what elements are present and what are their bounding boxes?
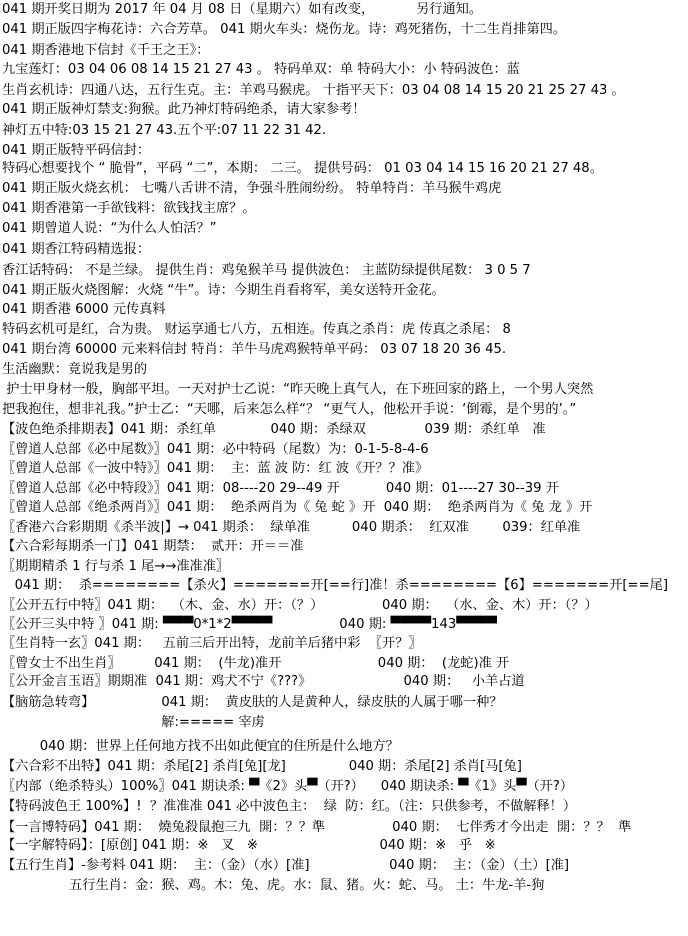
document-line: 041 期香港地下信封《千王之王》： [2, 43, 210, 58]
document-line: 九宝莲灯：03 04 06 08 14 15 21 27 43 。 特码单双：单 特码大小：小 特码波色：蓝 [2, 62, 520, 77]
document-line: 041 期香江特码精选报： [2, 242, 151, 257]
document-line: 护士甲身材一般，胸部平坦。一天对护士乙说：“昨天晚上真气人，在下班回家的路上，一个男人突然 [2, 382, 594, 397]
document-line: 〖期期精杀 1 行与杀 1 尾→→准准准〗 [2, 559, 230, 574]
document-line: 040 期：世界上任何地方找不出如此便宜的住所是什么地方？ [2, 739, 399, 754]
document-line: 【六合彩不出特】041 期：杀尾[2] 杀肖[兔][龙] 040 期：杀尾[2] 杀肖[马[兔] [2, 759, 522, 774]
document-line: 把我抱住，想非礼我。”护士乙：“天哪，后来怎么样“？ “更气人，他松开手说：‘倒霉，是个男的’。” [2, 402, 577, 417]
document-line: 〖香港六合彩期期《杀半波|】→ 041 期杀： 绿单准 040 期杀： 红双准 039：红单准 [2, 520, 581, 535]
document-line: 神灯五中特:03 15 21 27 43.五个平:07 11 22 31 42. [2, 123, 327, 138]
document-line: 041 期台湾 60000 元来料信封 特肖：羊牛马虎鸡猴特单平码： 03 07 18 20 36 45. [2, 342, 507, 357]
document-line: 【五行生肖】-参考料 041 期： 主：（金）（水）[准] 040 期： 主：（金）（土）[准] [2, 858, 570, 873]
document-line: 〖曾道人总部《绝杀两肖》〗041 期： 绝杀两肖为《 兔 蛇 》开 040 期： 绝杀两肖为《 兔 龙 》开 [2, 500, 593, 515]
document-line: 041 期正版四字梅花诗：六合芳草。 041 期火车头：烧伤龙。诗：鸡死猪伤，十二生肖排第四。 [2, 22, 567, 37]
document-line: 解:===== 宰虏 [2, 715, 265, 730]
document-line: 〖公开三头中特 〗041 期: ▀▀▀0*1*2▀▀▀▀ 040 期: ▀▀▀▀143▀▀▀▀ [2, 617, 497, 632]
document-line: 041 期正版特平码信封： [2, 143, 151, 158]
document-line: 【一字解特码】：[原创] 041 期：※ 叉 ※ 040 期：※ 乎 ※ [2, 838, 496, 853]
document-line: 特码心想要找个 “ 脆骨”，平码 “二”，本期： 二三。 提供号码： 01 03 04 14 15 16 20 21 27 48。 [2, 161, 603, 176]
document-line: 生肖玄机诗：四通八达，五行生克。主：羊鸡马猴虎。 十指平天下：03 04 08 14 15 20 21 25 27 43 。 [2, 83, 625, 98]
document-line: 041 期香港 6000 元传真料 [2, 302, 166, 317]
document-line: 〖公开金言玉语〗期期准 041 期：鸡犬不宁《???》 040 期： 小羊占道 [2, 674, 525, 689]
document-line: 〖生肖特一玄〗041 期： 五前三后开出特，龙前羊后猪中彩 〖开？〗 [2, 636, 422, 651]
document-line: 〖公开五行中特〗041 期： （木、金、水）开：（？） 040 期： （水、金、木）开：（？） [2, 598, 598, 613]
document-line: 特码玄机可是红，合为贵。 财运享通七八方，五相连。传真之杀肖：虎 传真之杀尾： 8 [2, 322, 511, 337]
document-line: 【六合彩每期杀一门】041 期禁： 贰开：开＝＝准 [2, 539, 304, 554]
document-line: 041 期正版火烧玄机： 七嘴八舌讲不清，争强斗胜闹纷纷。 特单特肖：羊马猴牛鸡虎 [2, 181, 502, 196]
document-line: 生活幽默：竟说我是男的 [2, 362, 148, 377]
document-line: 041 期开奖日期为 2017 年 04 月 08 日（星期六）如有改变， 另行通知。 [2, 2, 483, 17]
document-line: 五行生肖：金：猴、鸡。木：兔、虎。水：鼠、猪。火：蛇、马。 土：牛龙-羊-狗 [2, 878, 545, 893]
document-line: 【脑筋急转弯】 041 期： 黄皮肤的人是黄种人，绿皮肤的人属于哪一种？ [2, 695, 503, 710]
document-line: 〖曾道人总部《必中尾数》〗041 期：必中特码（尾数）为：0-1-5-8-4-6 [2, 442, 429, 457]
document-line: 【一言博特码】041 期： 燒兔殺鼠抱三九 開：？？準 040 期： 七伴秀才今出走 開：？？ 準 [2, 820, 632, 835]
document-line: 〖内部（绝杀特头）100%〗041 期诀杀: ▀《2》头▀（开?） 040 期诀杀: ▀《1》头▀（开?） [2, 779, 574, 794]
document-line: 〖曾道人总部《必中特段》〗041 期：08----20 29--49 开 040 期：01----27 30--39 开 [2, 481, 559, 496]
document-line: 〖曾道人总部《一波中特》〗041 期： 主：蓝 波 防：红 波《开？？准》 [2, 461, 429, 476]
document-line: 香江话特码： 不是兰绿。 提供生肖：鸡兔猴羊马 提供波色： 主蓝防绿提供尾数： 3 0 5 7 [2, 263, 531, 278]
document-line: 【波色绝杀排期表】041 期：杀红单 040 期：杀绿双 039 期：杀红单 准 [2, 422, 546, 437]
document-line: 041 期正版神灯禁支:狗猴。此乃神灯特码绝杀，请大家参考！ [2, 102, 366, 117]
document-line: 041 期正版火烧图解：火烧 “牛”。诗：今期生肖看将军，美女送特开金花。 [2, 283, 445, 298]
document-line: 【特码波色王 100%】! ？准准准 041 必中波色主： 绿 防：红。（注：只供参考，不做解释！） [2, 799, 577, 814]
document-line: 041 期： 杀========【杀火】=======开[==行]准！杀========【6】=======开[==尾] [2, 578, 668, 593]
document-line: 041 期香港第一手欲钱料：欲钱找主席？。 [2, 201, 256, 216]
document-line: 041 期曾道人说：“为什么人怕活？” [2, 221, 217, 236]
document-line: 〖曾女士不出生肖〗 041 期： (牛龙)准开 040 期： (龙蛇)准 开 [2, 656, 510, 671]
